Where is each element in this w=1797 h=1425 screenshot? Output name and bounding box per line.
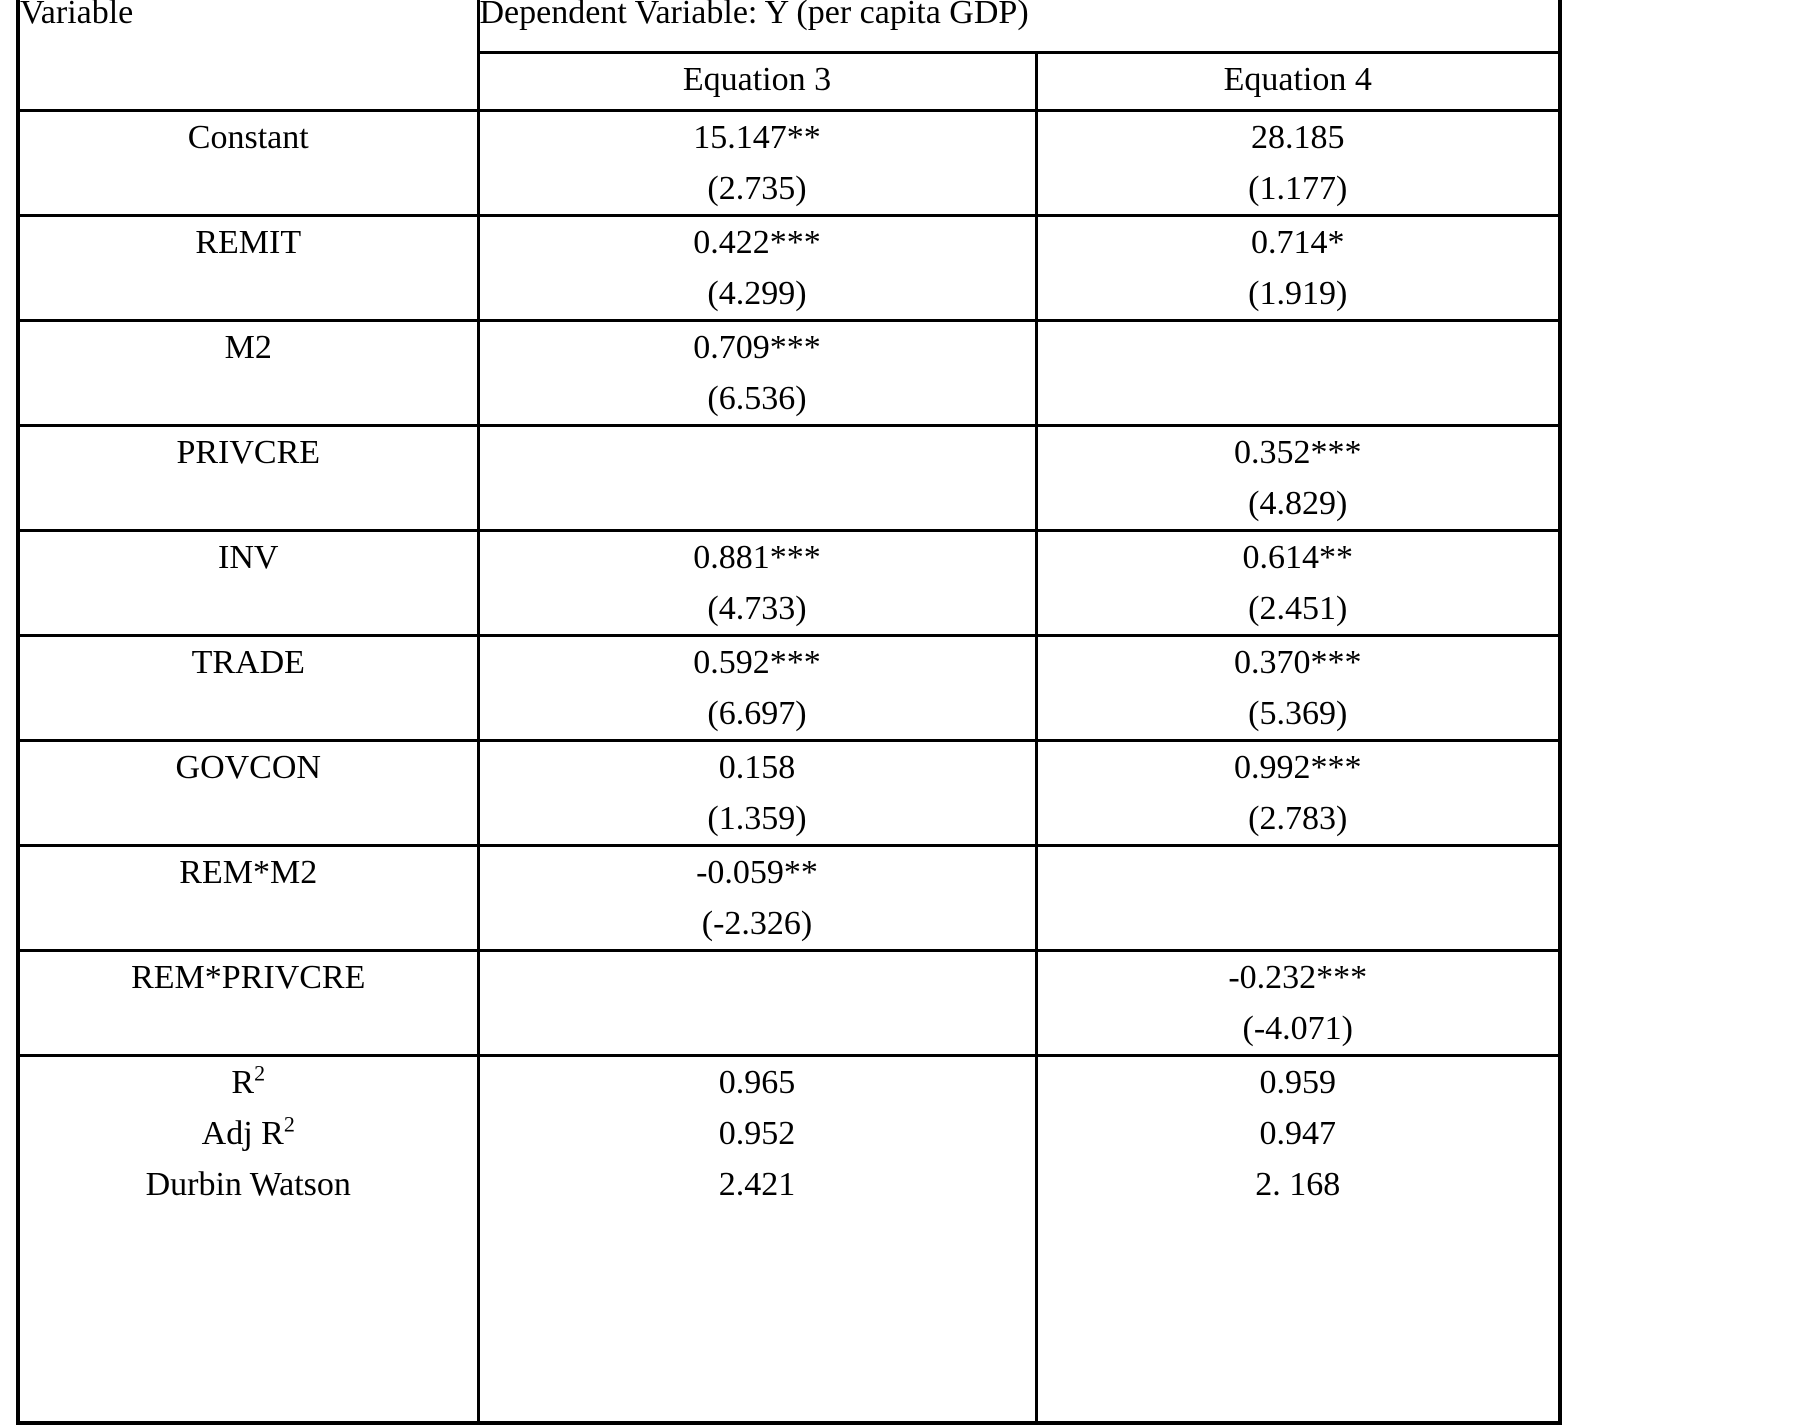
t-statistic-value: (-4.071) [1242, 1009, 1353, 1047]
coefficient-value [1038, 847, 1559, 898]
row-inv [18, 530, 1560, 635]
durbin-watson-value: 2.421 [718, 1165, 796, 1203]
eq4-cell [1036, 740, 1560, 845]
r-squared-label [20, 1057, 477, 1108]
t-statistic-value: (-2.326) [701, 904, 813, 942]
row-privcre [18, 425, 1560, 530]
row-statistics [18, 1055, 1560, 1423]
eq3-cell [478, 110, 1036, 215]
coefficient-value: 0.709*** [693, 328, 821, 366]
coefficient-value [480, 952, 1035, 1003]
statistic-labels [18, 1055, 478, 1423]
coefficient-value: 0.158 [718, 748, 796, 786]
eq3-cell [478, 215, 1036, 320]
eq3-cell [478, 320, 1036, 425]
r-squared-text: R [231, 1063, 255, 1101]
eq3-cell [478, 425, 1036, 530]
row-constant [18, 110, 1560, 215]
row-rem-m2 [18, 845, 1560, 950]
eq4-cell [1036, 425, 1560, 530]
variable-name: PRIVCRE [18, 425, 478, 530]
t-statistic-value: (4.733) [707, 589, 807, 627]
t-statistic-value: (6.697) [707, 694, 807, 732]
variable-name: REMIT [18, 215, 478, 320]
t-statistic-value [1038, 373, 1559, 424]
coefficient-value [480, 427, 1035, 478]
eq4-cell [1036, 320, 1560, 425]
eq4-cell [1036, 845, 1560, 950]
t-statistic-value: (2.451) [1248, 589, 1348, 627]
coefficient-value: 0.370*** [1234, 643, 1362, 681]
adj-r-squared-exponent: 2 [283, 1111, 295, 1137]
t-statistic-value: (5.369) [1248, 694, 1348, 732]
coefficient-value: -0.059** [696, 853, 818, 891]
coefficient-value: 0.714* [1251, 223, 1345, 261]
eq4-cell [1036, 635, 1560, 740]
eq3-cell [478, 950, 1036, 1055]
coefficient-value: -0.232*** [1228, 958, 1368, 996]
t-statistic-value: (4.299) [707, 274, 807, 312]
dependent-variable-header: Dependent Variable: Y (per capita GDP) [478, 0, 1560, 52]
eq3-cell [478, 635, 1036, 740]
durbin-watson-value: 2. 168 [1255, 1165, 1341, 1203]
r-squared-exponent: 2 [254, 1060, 266, 1086]
t-statistic-value: (2.735) [707, 169, 807, 207]
adj-r-squared-label [20, 1108, 477, 1159]
eq4-cell [1036, 950, 1560, 1055]
eq3-cell [478, 530, 1036, 635]
variable-name: M2 [18, 320, 478, 425]
coefficient-value: 0.881*** [693, 538, 821, 576]
eq3-statistics [478, 1055, 1036, 1423]
eq4-cell [1036, 215, 1560, 320]
row-rem-privcre [18, 950, 1560, 1055]
coefficient-value: 0.352*** [1234, 433, 1362, 471]
variable-name: Constant [18, 110, 478, 215]
regression-table-container [16, 0, 1562, 1425]
adj-r-squared-value: 0.952 [718, 1114, 796, 1152]
t-statistic-value: (4.829) [1248, 484, 1348, 522]
eq3-cell [478, 740, 1036, 845]
coefficient-value: 0.422*** [693, 223, 821, 261]
coefficient-value: 28.185 [1251, 118, 1345, 156]
eq4-cell [1036, 110, 1560, 215]
variable-name: REM*M2 [18, 845, 478, 950]
durbin-watson-text: Durbin Watson [145, 1165, 351, 1203]
t-statistic-value: (6.536) [707, 379, 807, 417]
durbin-watson-label [20, 1159, 477, 1210]
eq4-cell [1036, 530, 1560, 635]
r-squared-value: 0.959 [1259, 1063, 1336, 1101]
row-govcon [18, 740, 1560, 845]
eq3-cell [478, 845, 1036, 950]
header-row-dependent [18, 0, 1560, 52]
variable-name: REM*PRIVCRE [18, 950, 478, 1055]
regression-results-table [16, 0, 1562, 1425]
coefficient-value: 0.992*** [1234, 748, 1362, 786]
variable-name: GOVCON [18, 740, 478, 845]
coefficient-value: 0.614** [1242, 538, 1353, 576]
t-statistic-value: (1.359) [707, 799, 807, 837]
adj-r-squared-value: 0.947 [1259, 1114, 1336, 1152]
coefficient-value: 0.592*** [693, 643, 821, 681]
row-remit [18, 215, 1560, 320]
t-statistic-value: (2.783) [1248, 799, 1348, 837]
coefficient-value [1038, 322, 1559, 373]
equation-3-header: Equation 3 [478, 52, 1036, 110]
eq4-statistics [1036, 1055, 1560, 1423]
row-m2 [18, 320, 1560, 425]
t-statistic-value [1038, 898, 1559, 949]
r-squared-value: 0.965 [718, 1063, 796, 1101]
t-statistic-value: (1.919) [1248, 274, 1348, 312]
variable-name: TRADE [18, 635, 478, 740]
t-statistic-value [480, 478, 1035, 529]
t-statistic-value: (1.177) [1248, 169, 1348, 207]
coefficient-value: 15.147** [693, 118, 821, 156]
adj-r-squared-text: Adj R [201, 1114, 284, 1152]
equation-4-header: Equation 4 [1036, 52, 1560, 110]
variable-name: INV [18, 530, 478, 635]
row-trade [18, 635, 1560, 740]
variable-column-header: Variable [18, 0, 478, 110]
t-statistic-value [480, 1003, 1035, 1054]
